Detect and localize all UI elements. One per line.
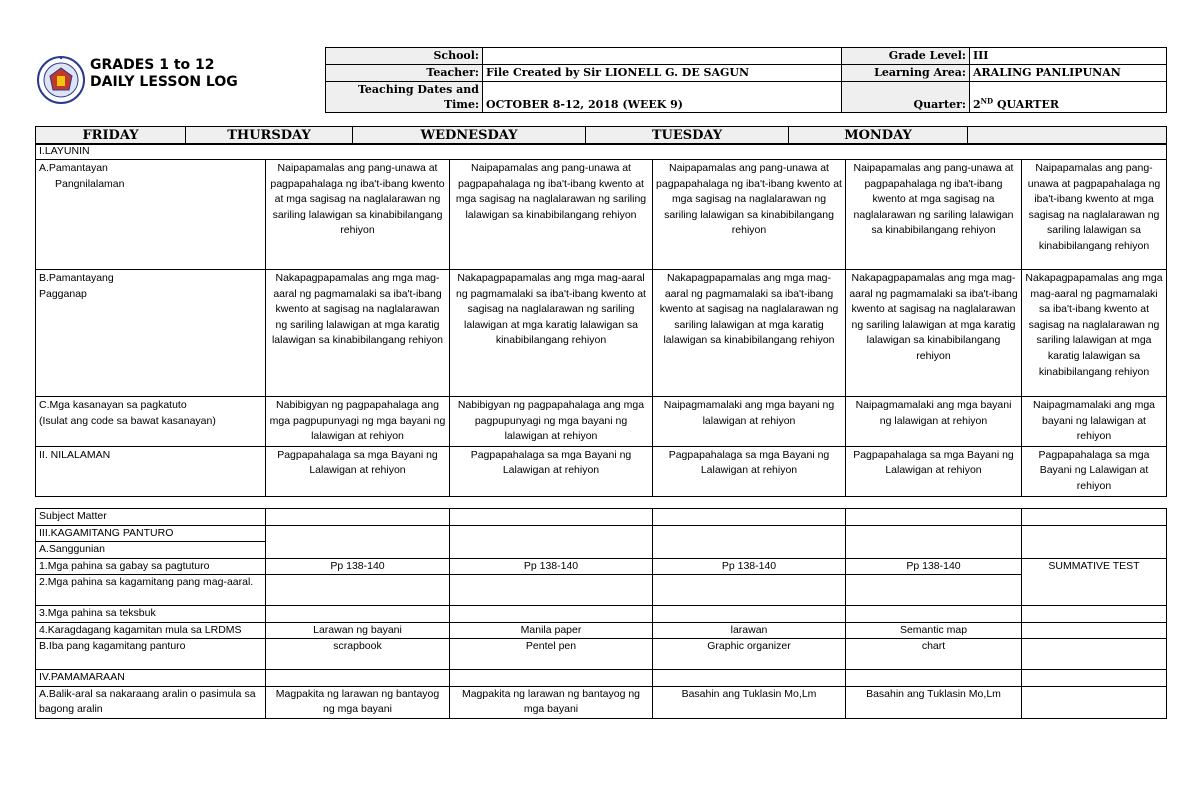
- pagganap-label: [36, 270, 266, 397]
- learning-area-label: Learning Area:: [842, 65, 970, 82]
- pagganap-label-line1: B.Pamantayang: [39, 272, 114, 284]
- header-info-table: [325, 47, 1167, 113]
- day-tuesday: TUESDAY: [586, 127, 789, 145]
- iba-cell-2: Pentel pen: [450, 639, 653, 670]
- quarter-value: [970, 82, 1167, 113]
- pamantayan-label-line2: Pangnilalaman: [55, 177, 125, 190]
- kasanayan-cell-4: Naipagmamalaki ang mga bayani ng lalawigan at rehiyon: [846, 397, 1022, 447]
- pamantayan-label: [36, 160, 266, 270]
- pagganap-label-line2: Pagganap: [39, 287, 87, 300]
- nilalaman-cell-4: Pagpapahalaga sa mga Bayani ng Lalawigan at rehiyon: [846, 446, 1022, 496]
- day-blank: [968, 127, 1167, 145]
- day-wednesday: WEDNESDAY: [353, 127, 586, 145]
- lrdms-cell-1: Larawan ng bayani: [266, 622, 450, 639]
- nilalaman-cell-3: Pagpapahalaga sa mga Bayani ng Lalawigan at rehiyon: [653, 446, 846, 496]
- school-value: [483, 48, 842, 65]
- lrdms-cell-4: Semantic map: [846, 622, 1022, 639]
- day-monday: MONDAY: [789, 127, 968, 145]
- day-friday: FRIDAY: [36, 127, 186, 145]
- nilalaman-cell-1: Pagpapahalaga sa mga Bayani ng Lalawigan at rehiyon: [266, 446, 450, 496]
- title-line-2: DAILY LESSON LOG: [90, 74, 238, 90]
- nilalaman-label: II. NILALAMAN: [36, 446, 266, 496]
- grade-level-value: III: [970, 48, 1167, 65]
- pamantayan-cell-2: Naipapamalas ang pang-unawa at pagpapahalaga ng iba't-ibang kwento at mga sagisag na naglalarawan ng sariling lalawigan sa kinabibilangang rehiyon: [450, 160, 653, 270]
- kasanayan-cell-5: Naipagmamalaki ang mga bayani ng lalawigan at rehiyon: [1022, 397, 1167, 447]
- pamamaraan-heading: IV.PAMAMARAAN: [36, 670, 266, 687]
- gabay-cell-1: Pp 138-140: [266, 558, 450, 575]
- school-label: School:: [326, 48, 483, 65]
- pamantayan-cell-1: Naipapamalas ang pang-unawa at pagpapahalaga ng iba't-ibang kwento at mga sagisag na naglalarawan ng sariling lalawigan sa kinabibilangang rehiyon: [266, 160, 450, 270]
- kasanayan-cell-2: Nabibigyan ng pagpapahalaga ang mga pagpupunyagi ng mga bayani ng lalawigan at rehiyon: [450, 397, 653, 447]
- pagganap-cell-3: Nakapagpapamalas ang mga mag-aaral ng pagmamalaki sa iba't-ibang kwento at sagisag na naglalarawan ng sariling lalawigan at mga karatig lalawigan sa kinabibilangang rehiyon: [653, 270, 846, 397]
- pagganap-cell-5: Nakapagpapamalas ang mga mag-aaral ng pagmamalaki sa iba't-ibang kwento at sagisag na naglalarawan ng sariling lalawigan at mga karatig lalawigan sa kinabibilangang rehiyon: [1022, 270, 1167, 397]
- day-thursday: THURSDAY: [186, 127, 353, 145]
- title-line-1: GRADES 1 to 12: [90, 57, 215, 73]
- balik-cell-4: Basahin ang Tuklasin Mo,Lm: [846, 686, 1022, 718]
- lrdms-cell-5: [1022, 622, 1167, 639]
- kasanayan-cell-3: Naipagmamalaki ang mga bayani ng lalawigan at rehiyon: [653, 397, 846, 447]
- layunin-heading: I.LAYUNIN: [36, 144, 1167, 160]
- balik-cell-1: Magpakita ng larawan ng bantayog ng mga bayani: [266, 686, 450, 718]
- sanggunian-label: A.Sanggunian: [36, 542, 266, 559]
- iba-cell-5: [1022, 639, 1167, 670]
- gabay-label: 1.Mga pahina sa gabay sa pagtuturo: [36, 558, 266, 575]
- kasanayan-cell-1: Nabibigyan ng pagpapahalaga ang mga pagpupunyagi ng mga bayani ng lalawigan at rehiyon: [266, 397, 450, 447]
- teaching-dates-label-line2: Time:: [443, 98, 479, 111]
- teacher-label: Teacher:: [326, 65, 483, 82]
- balik-aral-label: A.Balik-aral sa nakaraang aralin o pasimula sa bagong aralin: [36, 686, 266, 718]
- nilalaman-cell-5: Pagpapahalaga sa mga Bayani ng Lalawigan at rehiyon: [1022, 446, 1167, 496]
- iba-cell-3: Graphic organizer: [653, 639, 846, 670]
- document-title: [90, 57, 238, 91]
- pagganap-cell-1: Nakapagpapamalas ang mga mag-aaral ng pagmamalaki sa iba't-ibang kwento at sagisag na naglalarawan ng sariling lalawigan at mga karatig lalawigan sa kinabibilangang rehiyon: [266, 270, 450, 397]
- balik-cell-2: Magpakita ng larawan ng bantayog ng mga bayani: [450, 686, 653, 718]
- materials-table: [35, 508, 1167, 719]
- lrdms-cell-2: Manila paper: [450, 622, 653, 639]
- teacher-value: File Created by Sir LIONELL G. DE SAGUN: [483, 65, 842, 82]
- pamantayan-label-line1: A.Pamantayan: [39, 162, 108, 174]
- kasanayan-label: [36, 397, 266, 447]
- quarter-label: Quarter:: [842, 82, 970, 113]
- deped-seal-logo: [36, 50, 86, 110]
- iba-cell-1: scrapbook: [266, 639, 450, 670]
- grade-level-label: Grade Level:: [842, 48, 970, 65]
- kasanayan-label-line2: (Isulat ang code sa bawat kasanayan): [39, 414, 216, 427]
- summative-test-cell: SUMMATIVE TEST: [1022, 558, 1167, 606]
- objectives-table: [35, 143, 1167, 497]
- gabay-cell-2: Pp 138-140: [450, 558, 653, 575]
- quarter-number: 2: [973, 98, 981, 111]
- teaching-dates-value: OCTOBER 8-12, 2018 (WEEK 9): [483, 82, 842, 113]
- pagganap-cell-2: Nakapagpapamalas ang mga mag-aaral ng pagmamalaki sa iba't-ibang kwento at sagisag na naglalarawan ng sariling lalawigan at mga karatig lalawigan sa kinabibilangang rehiyon: [450, 270, 653, 397]
- iba-cell-4: chart: [846, 639, 1022, 670]
- kagamitan-mag-aaral-label: 2.Mga pahina sa kagamitang pang mag-aaral.: [36, 575, 266, 606]
- teaching-dates-label-line1: Teaching Dates and: [357, 83, 479, 96]
- nilalaman-cell-2: Pagpapahalaga sa mga Bayani ng Lalawigan at rehiyon: [450, 446, 653, 496]
- lrdms-label: 4.Karagdagang kagamitan mula sa LRDMS: [36, 622, 266, 639]
- balik-cell-5: [1022, 686, 1167, 718]
- subject-matter-label: Subject Matter: [36, 509, 266, 526]
- pamantayan-cell-5: Naipapamalas ang pang-unawa at pagpapahalaga ng iba't-ibang kwento at mga sagisag na naglalarawan ng sariling lalawigan sa kinabibilangang rehiyon: [1022, 160, 1167, 270]
- pamantayan-cell-3: Naipapamalas ang pang-unawa at pagpapahalaga ng iba't-ibang kwento at mga sagisag na naglalarawan ng sariling lalawigan sa kinabibilangang rehiyon: [653, 160, 846, 270]
- quarter-suffix: ND: [980, 96, 994, 106]
- iba-pang-label: B.Iba pang kagamitang panturo: [36, 639, 266, 670]
- lrdms-cell-3: larawan: [653, 622, 846, 639]
- teksbuk-label: 3.Mga pahina sa teksbuk: [36, 606, 266, 623]
- learning-area-value: ARALING PANLIPUNAN: [970, 65, 1167, 82]
- gabay-cell-3: Pp 138-140: [653, 558, 846, 575]
- balik-cell-3: Basahin ang Tuklasin Mo,Lm: [653, 686, 846, 718]
- kasanayan-label-line1: C.Mga kasanayan sa pagkatuto: [39, 399, 187, 411]
- pamantayan-cell-4: Naipapamalas ang pang-unawa at pagpapahalaga ng iba't-ibang kwento at mga sagisag na naglalarawan ng sariling lalawigan sa kinabibilangang rehiyon: [846, 160, 1022, 270]
- quarter-word: QUARTER: [996, 98, 1059, 111]
- pagganap-cell-4: Nakapagpapamalas ang mga mag-aaral ng pagmamalaki sa iba't-ibang kwento at sagisag na naglalarawan ng sariling lalawigan at mga karatig lalawigan sa kinabibilangang rehiyon: [846, 270, 1022, 397]
- teaching-dates-label: [326, 82, 483, 113]
- kagamitan-heading: III.KAGAMITANG PANTURO: [36, 525, 266, 542]
- gabay-cell-4: Pp 138-140: [846, 558, 1022, 575]
